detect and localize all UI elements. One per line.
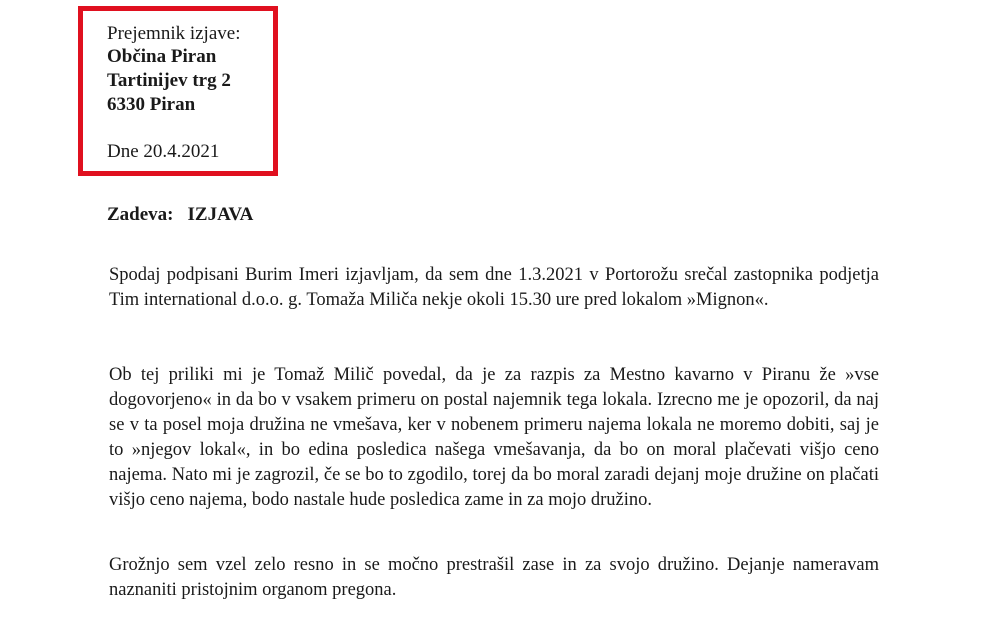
recipient-name: Občina Piran — [107, 46, 217, 67]
date-value: 20.4.2021 — [143, 141, 220, 162]
recipient-city: 6330 Piran — [107, 94, 196, 115]
paragraph-1: Spodaj podpisani Burim Imeri izjavljam, da sem dne 1.3.2021 v Portorožu srečal zastopnika podjetja Tim international d.o.o. g. Tomaža Miliča nekje okoli 15.30 ure pred lokalom »Mignon«. — [109, 265, 879, 310]
document-date — [107, 142, 219, 161]
subject-label: Zadeva: — [107, 204, 174, 225]
paragraph-2: Ob tej priliki mi je Tomaž Milič povedal, da je za razpis za Mestno kavarno v Piranu že »vse dogovorjeno« in da bo v vsakem primeru on postal najemnik tega lokala. Izrecno me je opozoril, da naj se v ta posel moja družina ne vmešava, ker v nobenem primeru najema lokala ne moremo dobiti, saj je to »njegov lokal«, in bo edina posledica našega vmešavanja, da bo on moral plačevati višjo ceno najema. Nato mi je zagrozil, če se bo to zgodilo, torej da bo moral zaradi dejanj moje družine on plačati višjo ceno najema, bodo nastale hude posledica zame in za mojo družino. — [109, 365, 879, 510]
date-prefix: Dne — [107, 141, 139, 162]
recipient-label: Prejemnik izjave: — [107, 23, 241, 44]
paragraph-3: Grožnjo sem vzel zelo resno in se močno prestrašil zase in za svojo družino. Dejanje nameravam naznaniti pristojnim organom pregona. — [109, 555, 879, 600]
subject-value: IZJAVA — [187, 204, 254, 225]
recipient-street: Tartinijev trg 2 — [107, 70, 231, 91]
subject-line — [107, 205, 253, 224]
